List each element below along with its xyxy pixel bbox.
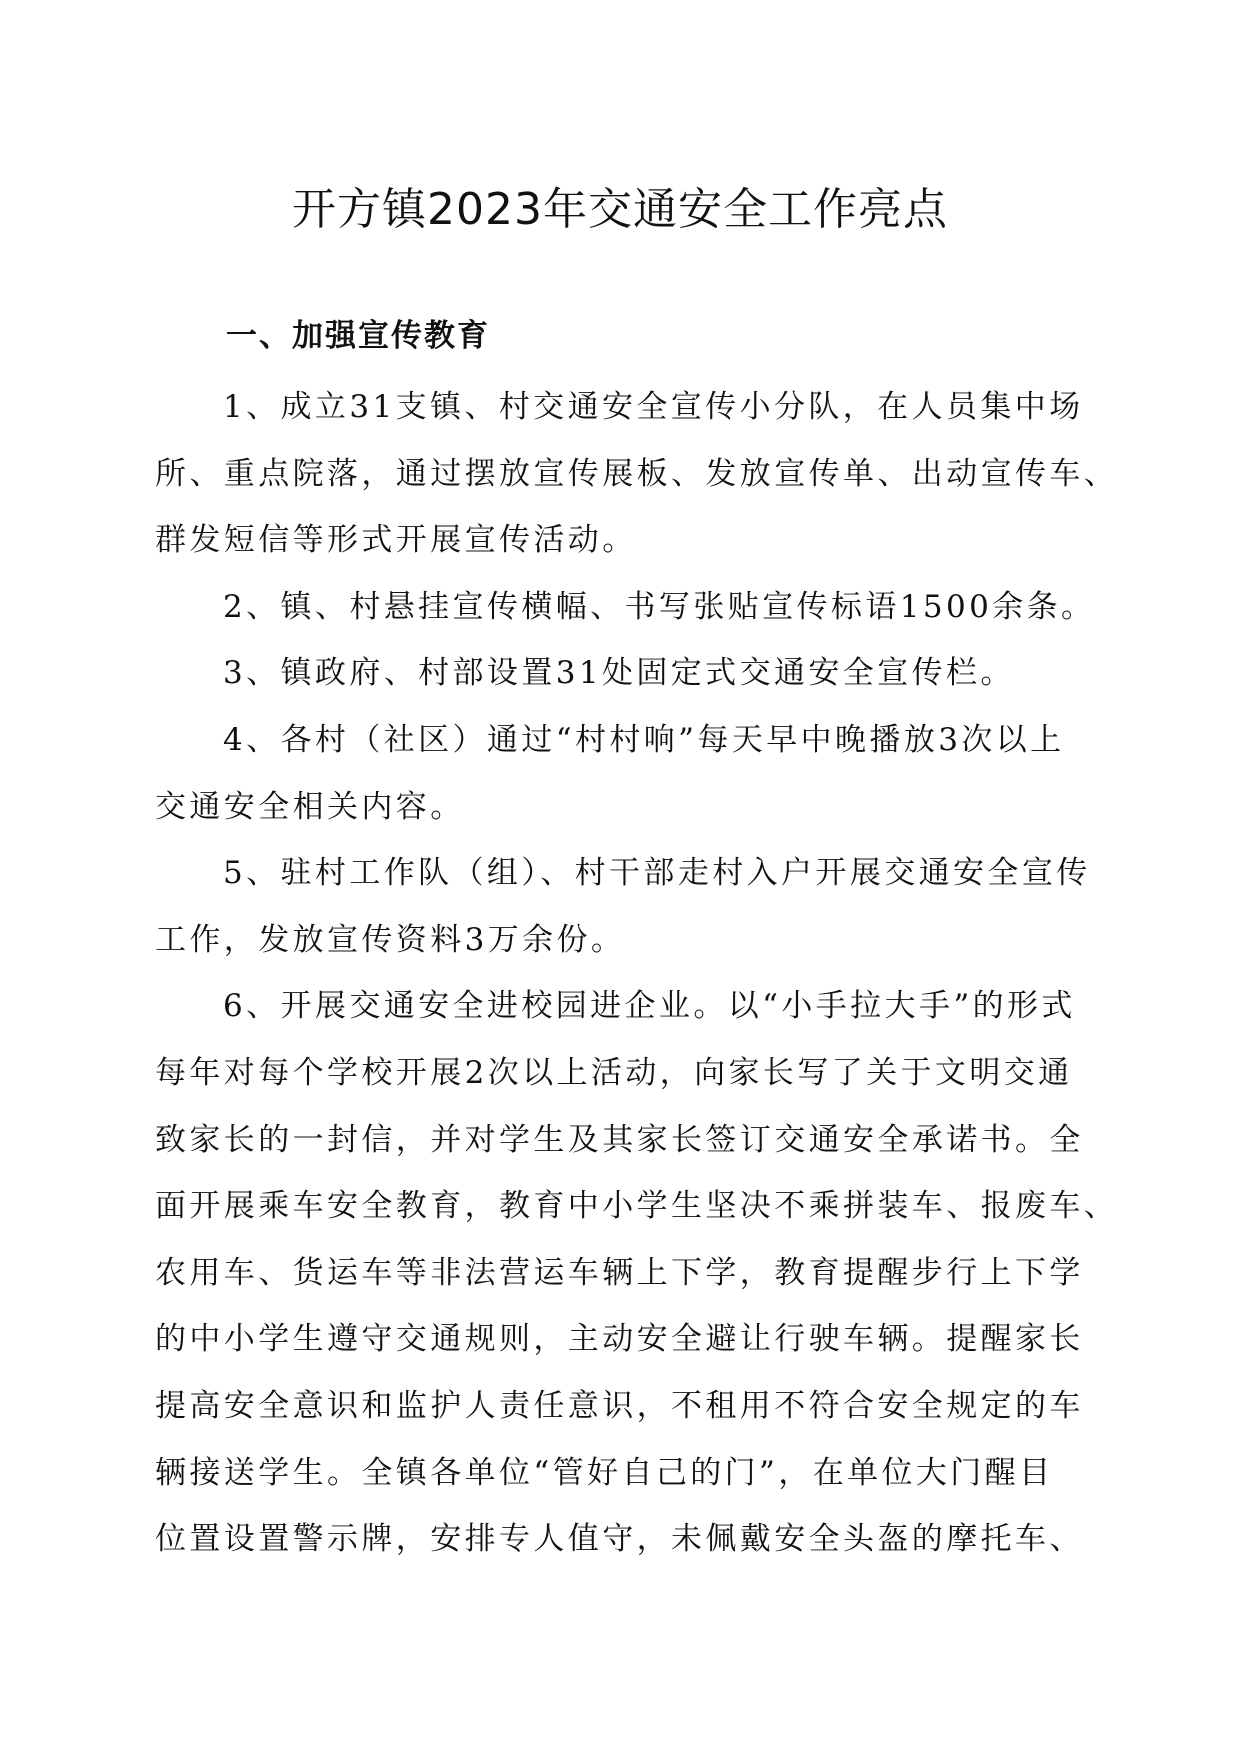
paragraph-line: 辆接送学生。全镇各单位“管好自己的门”，在单位大门醒目 (155, 1454, 1054, 1491)
paragraph-line: 4、各村（社区）通过“村村响”每天早中晚播放3次以上 (223, 721, 1065, 758)
paragraph-line: 致家长的一封信，并对学生及其家长签订交通安全承诺书。全 (155, 1121, 1084, 1158)
section-heading: 一、加强宣传教育 (226, 318, 490, 354)
paragraph-line: 群发短信等形式开展宣传活动。 (155, 522, 637, 559)
paragraph-line: 1、成立31支镇、村交通安全宣传小分队，在人员集中场 (223, 389, 1084, 425)
paragraph-line: 交通安全相关内容。 (155, 788, 465, 825)
paragraph-line: 2、镇、村悬挂宣传横幅、书写张贴宣传标语1500余条。 (223, 588, 1096, 625)
paragraph-line: 6、开展交通安全进校园进企业。以“小手拉大手”的形式 (223, 988, 1076, 1025)
body-text (155, 374, 1119, 1573)
paragraph-line: 面开展乘车安全教育，教育中小学生坚决不乘拼装车、报废车、 (155, 1188, 1119, 1225)
paragraph-line: 提高安全意识和监护人责任意识，不租用不符合安全规定的车 (155, 1387, 1084, 1424)
paragraph-line: 工作，发放宣传资料3万余份。 (155, 921, 626, 958)
paragraph-line: 每年对每个学校开展2次以上活动，向家长写了关于文明交通 (155, 1054, 1073, 1091)
document-title: 开方镇2023年交通安全工作亮点 (292, 184, 948, 235)
paragraph-line: 农用车、货运车等非法营运车辆上下学，教育提醒步行上下学 (155, 1254, 1084, 1291)
paragraph-line: 5、驻村工作队（组）、村干部走村入户开展交通安全宣传 (223, 855, 1091, 892)
paragraph-line: 的中小学生遵守交通规则，主动安全避让行驶车辆。提醒家长 (155, 1321, 1084, 1358)
paragraph-line: 位置设置警示牌，安排专人值守，未佩戴安全头盔的摩托车、 (155, 1521, 1084, 1558)
paragraph-line: 所、重点院落，通过摆放宣传展板、发放宣传单、出动宣传车、 (155, 455, 1119, 492)
paragraph-line: 3、镇政府、村部设置31处固定式交通安全宣传栏。 (223, 655, 1015, 692)
